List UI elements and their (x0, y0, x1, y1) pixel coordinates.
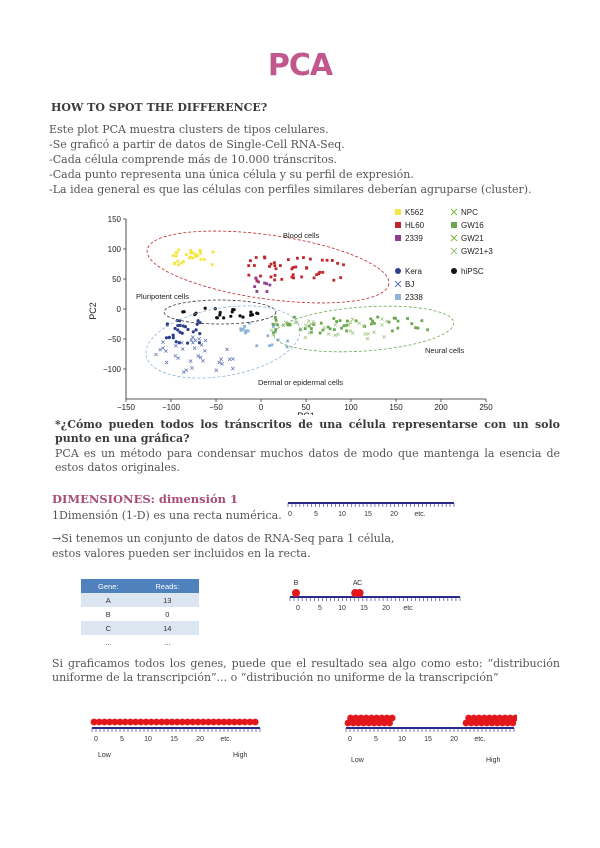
bj-point (182, 371, 185, 374)
gw21-point (380, 323, 383, 326)
intro-line-4: -Cada punto representa una única célula y su perfil de expresión. (49, 168, 414, 181)
hipsc-point (216, 316, 219, 319)
table-cell: 14 (136, 621, 199, 635)
hl60-point (253, 264, 256, 267)
gw16-point (370, 323, 373, 326)
dermal-cells-label: Dermal or epidermal cells (258, 378, 344, 387)
gw16-point (327, 326, 330, 329)
gw21-point (334, 323, 337, 326)
table-header-gene: Gene: (81, 579, 136, 593)
gw16-point (339, 319, 342, 322)
x-axis-label (297, 411, 315, 415)
number-line-label: 5 (318, 605, 322, 612)
kera-point (186, 342, 189, 345)
legend-label: Kera (405, 267, 422, 276)
bj-point (220, 358, 223, 361)
gw16-point (319, 332, 322, 335)
gw16-point (342, 324, 345, 327)
nonuniform-dot (389, 715, 396, 722)
bj-point (181, 347, 184, 350)
y-tick-label: 150 (107, 215, 121, 224)
hl60-point (296, 257, 299, 260)
hl60-point (274, 274, 277, 277)
hl60-point (292, 266, 295, 269)
hipsc-point (219, 311, 222, 314)
k562-point (203, 258, 206, 261)
hl60-point (318, 271, 321, 274)
number-line-label: 5 (314, 511, 318, 518)
hl60-point (292, 273, 295, 276)
high-label-right: High (486, 757, 501, 764)
gw21-point (358, 322, 361, 325)
gene-reads-table (81, 579, 199, 649)
number-line-label: etc. (220, 736, 232, 743)
hl60-point (339, 276, 342, 279)
table-cell: B (105, 609, 111, 619)
2339-point (253, 285, 256, 288)
page-title: PCA (267, 48, 333, 83)
table-cell: ... (164, 637, 171, 647)
legend-label: 2339 (405, 234, 423, 243)
legend-marker (395, 294, 401, 300)
2339-point (268, 284, 271, 287)
k562-point (180, 262, 183, 265)
gw16-point (272, 323, 275, 326)
kera-point (184, 325, 187, 328)
2339-point (255, 277, 258, 280)
gw21-point (372, 331, 375, 334)
number-line-label: 0 (94, 736, 98, 743)
gw16-point (410, 322, 413, 325)
bj-point (201, 359, 204, 362)
number-line-label: 20 (390, 511, 398, 518)
legend-label: GW16 (461, 221, 484, 230)
x-tick-label: −100 (161, 403, 181, 412)
kera-point (176, 328, 179, 331)
hipsc-point (181, 310, 184, 313)
number-line-label: 5 (374, 736, 378, 743)
low-label-left: Low (98, 752, 111, 759)
number-line-label: 15 (424, 736, 432, 743)
bj-point (231, 367, 234, 370)
kera-point (195, 328, 198, 331)
legend-label: GW21 (461, 234, 484, 243)
2338-point (239, 327, 242, 330)
number-line-label: 20 (196, 736, 204, 743)
hl60-point (331, 259, 334, 262)
bj-point (154, 353, 157, 356)
pluripotent-cells-label: Pluripotent cells (136, 292, 189, 301)
bj-point (215, 369, 218, 372)
number-line-label: 10 (144, 736, 152, 743)
legend-marker (395, 268, 401, 274)
gw21-point (304, 336, 307, 339)
hipsc-point (249, 314, 252, 317)
x-tick-label: 200 (434, 403, 448, 412)
gw16-point (391, 330, 394, 333)
x-tick-label: 50 (301, 403, 311, 412)
legend-marker (451, 268, 457, 274)
hipsc-point (204, 307, 207, 310)
hl60-point (294, 266, 297, 269)
table-header-reads: Reads: (136, 579, 199, 593)
kera-point (173, 327, 176, 330)
hl60-point (279, 264, 282, 267)
gw16-point (276, 324, 279, 327)
gw16-point (286, 324, 289, 327)
2338-point (286, 340, 289, 343)
k562-point (177, 248, 180, 251)
gw16-point (369, 318, 372, 321)
gw16-point (417, 327, 420, 330)
hl60-point (313, 276, 316, 279)
dimension-heading: DIMENSIONES: dimensión 1 (52, 492, 239, 506)
number-line-label: 10 (398, 736, 406, 743)
blood-cluster-outline (143, 218, 394, 315)
bj-point (203, 349, 206, 352)
hl60-point (259, 275, 262, 278)
section-heading: HOW TO SPOT THE DIFFERENCE? (51, 101, 268, 114)
gw16-point (373, 322, 376, 325)
gw16-point (420, 319, 423, 322)
hipsc-point (229, 315, 232, 318)
gw16-point (397, 320, 400, 323)
hl60-point (270, 263, 273, 266)
k562-point (188, 256, 191, 259)
hl60-point (321, 271, 324, 274)
2339-point (255, 290, 258, 293)
hl60-point (321, 259, 324, 262)
bj-point (185, 369, 188, 372)
legend-marker (395, 235, 401, 241)
gw16-point (426, 328, 429, 331)
gw16-point (320, 322, 323, 325)
gw16-point (274, 316, 277, 319)
gw21-point (366, 337, 369, 340)
table-cell: C (81, 621, 136, 635)
bj-point (161, 340, 164, 343)
number-line-label: etc. (474, 736, 486, 743)
table-cell: 0 (165, 609, 170, 619)
y-tick-label: 0 (116, 305, 121, 314)
k562-point (177, 263, 180, 266)
bj-point (165, 361, 168, 364)
hl60-point (249, 259, 252, 262)
kera-point (192, 330, 195, 333)
bj-point (228, 358, 231, 361)
gw16-point (335, 320, 338, 323)
gw16-point (355, 319, 358, 322)
hl60-point (270, 276, 273, 279)
bj-point (174, 344, 177, 347)
hipsc-point (238, 314, 241, 317)
number-line-label: 0 (288, 511, 292, 518)
legend-label: hiPSC (461, 267, 484, 276)
hipsc-point (233, 308, 236, 311)
2338-point (266, 334, 269, 337)
hl60-point (273, 261, 276, 264)
k562-point (185, 253, 188, 256)
x-tick-label: 250 (479, 403, 493, 412)
gw21-point (364, 332, 367, 335)
k562-point (175, 255, 178, 258)
2339-point (265, 282, 268, 285)
hl60-point (275, 267, 278, 270)
gene-point-C (356, 589, 364, 597)
gw16-point (414, 326, 417, 329)
kera-point (198, 332, 201, 335)
x-tick-label: −150 (116, 403, 136, 412)
legend-marker (395, 209, 401, 215)
k562-point (196, 254, 199, 257)
k562-point (200, 258, 203, 261)
2339-point (266, 290, 269, 293)
gw16-point (340, 327, 343, 330)
bj-point (158, 348, 161, 351)
y-tick-label: −50 (107, 335, 121, 344)
number-line-label: etc. (414, 511, 426, 518)
intro-line-1: Este plot PCA muestra clusters de tipos celulares. (49, 123, 329, 136)
hl60-point (292, 277, 295, 280)
x-tick-label: 150 (389, 403, 403, 412)
bj-point (161, 346, 164, 349)
k562-point (211, 263, 214, 266)
number-line-label: 5 (120, 736, 124, 743)
legend-marker (451, 248, 457, 254)
y-tick-label: −100 (102, 365, 121, 374)
number-line-label: 15 (170, 736, 178, 743)
legend-label: K562 (405, 208, 424, 217)
hl60-point (300, 276, 303, 279)
pca-points (154, 248, 429, 373)
2338-point (286, 345, 289, 348)
low-label-right: Low (351, 757, 364, 764)
legend-label: NPC (461, 208, 478, 217)
legend-label: GW21+3 (461, 247, 493, 256)
gene-reads-table-wrapper (81, 579, 199, 649)
legend-label: HL60 (405, 221, 425, 230)
gw21-point (367, 332, 370, 335)
intro-line-3: -Cada célula comprende más de 10.000 tránscritos. (49, 153, 338, 166)
kera-point (168, 336, 171, 339)
x-tick-label: −50 (209, 403, 223, 412)
table-row (81, 607, 199, 621)
legend-label: BJ (405, 280, 415, 289)
bj-point (225, 348, 228, 351)
pca-plot (88, 207, 498, 415)
hipsc-point (222, 316, 225, 319)
gw21-point (307, 319, 310, 322)
gw16-point (345, 329, 348, 332)
intro-line-5: -La idea general es que las células con perfiles similares deberían agruparse (cluster). (49, 183, 532, 196)
high-label-left: High (233, 752, 248, 759)
bj-point (200, 343, 203, 346)
bj-point (204, 339, 207, 342)
kera-point (176, 324, 179, 327)
kera-point (172, 333, 175, 336)
2339-point (257, 280, 260, 283)
gw16-point (396, 327, 399, 330)
y-axis-label: PC2 (88, 302, 98, 320)
hl60-point (302, 256, 305, 259)
gw21-point (351, 318, 354, 321)
y-tick-label: 50 (112, 275, 121, 284)
number-line-label: 0 (348, 736, 352, 743)
number-line-label: 20 (450, 736, 458, 743)
number-line-2 (286, 576, 466, 616)
gw16-point (304, 327, 307, 330)
table-cell: ... (105, 637, 112, 647)
k562-point (173, 262, 176, 265)
bj-point (189, 360, 192, 363)
gw16-point (376, 316, 379, 319)
kera-point (186, 328, 189, 331)
2338-point (244, 332, 247, 335)
hl60-point (287, 258, 290, 261)
hl60-point (336, 262, 339, 265)
2338-point (255, 344, 258, 347)
hl60-point (273, 279, 276, 282)
hl60-point (326, 259, 329, 262)
legend-label: 2338 (405, 293, 423, 302)
legend-marker (451, 222, 457, 228)
blood-cells-label: Blood cells (283, 231, 320, 240)
dimension-line-1: 1Dimensión (1-D) es una recta numérica. (52, 509, 282, 522)
hl60-point (342, 263, 345, 266)
legend-marker (395, 222, 401, 228)
k562-point (176, 251, 179, 254)
gene-point-label: A (352, 580, 358, 587)
bj-point (194, 339, 197, 342)
gw21-point (349, 329, 352, 332)
2338-point (268, 344, 271, 347)
table-cell: 13 (136, 593, 199, 607)
answer-1: PCA es un método para condensar muchos datos de modo que mantenga la esencia de estos datos originales. (55, 447, 560, 474)
hipsc-point (255, 312, 258, 315)
x-tick-label: 0 (258, 403, 264, 412)
k562-point (189, 249, 192, 252)
bj-point (193, 347, 196, 350)
hipsc-point (249, 311, 252, 314)
genes-distribution-text: Si graficamos todos los genes, puede que el resultado sea algo como esto: “distribución uniforme de la transcripción”... o “distribución no uniforme de la transcripción” (52, 657, 560, 684)
table-row (81, 635, 199, 649)
number-line-label: 15 (364, 511, 372, 518)
number-line-label: 10 (338, 605, 346, 612)
gw21-point (304, 324, 307, 327)
number-line-label: 20 (382, 605, 390, 612)
k562-point (172, 254, 175, 257)
legend-marker (395, 281, 401, 287)
dimension-line-3: estos valores pueden ser incluidos en la recta. (52, 547, 311, 560)
legend-marker (451, 209, 457, 215)
hl60-point (255, 256, 258, 259)
intro-line-2: -Se graficó a partir de datos de Single-Cell RNA-Seq. (49, 138, 345, 151)
gw21-point (380, 317, 383, 320)
neural-cells-label: Neural cells (425, 346, 465, 355)
number-line-label: 0 (296, 605, 300, 612)
gene-point-label: C (357, 580, 363, 587)
hipsc-point (241, 316, 244, 319)
kera-point (196, 319, 199, 322)
bj-point (231, 357, 234, 360)
gw21-point (333, 334, 336, 337)
pca-legend (395, 208, 493, 302)
k562-point (176, 260, 179, 263)
question-1: *¿Cómo pueden todos los tránscritos de una célula representarse con un solo punto en una gráfica? (55, 418, 560, 445)
hl60-point (247, 264, 250, 267)
bj-point (164, 349, 167, 352)
pca-figure (88, 207, 498, 415)
hl60-point (305, 267, 308, 270)
gw16-point (310, 327, 313, 330)
gw16-point (394, 317, 397, 320)
table-cell: A (81, 593, 136, 607)
bj-point (198, 337, 201, 340)
k562-point (212, 251, 215, 254)
2338-point (243, 325, 246, 328)
gene-point-label: B (293, 580, 299, 587)
kera-point (181, 332, 184, 335)
table-row (81, 593, 199, 607)
table-row (81, 621, 199, 635)
gene-point-B (292, 589, 300, 597)
k562-point (194, 253, 197, 256)
number-line-label: 15 (360, 605, 368, 612)
number-line-label: 10 (338, 511, 346, 518)
kera-point (175, 340, 178, 343)
gw21-point (383, 335, 386, 338)
k562-point (199, 252, 202, 255)
gw21-point (270, 329, 273, 332)
gw16-point (332, 317, 335, 320)
x-tick-label: 100 (344, 403, 358, 412)
hl60-point (332, 279, 335, 282)
legend-marker (451, 235, 457, 241)
hl60-point (247, 274, 250, 277)
number-line-label: etc (403, 605, 413, 612)
gw21-point (336, 333, 339, 336)
uniform-dot (252, 719, 259, 726)
y-tick-label: 100 (107, 245, 121, 254)
number-line-1 (282, 496, 462, 522)
gw16-point (333, 328, 336, 331)
bj-point (191, 336, 194, 339)
hl60-point (263, 256, 266, 259)
dimension-line-2: →Si tenemos un conjunto de datos de RNA-Seq para 1 célula, (52, 532, 395, 545)
gw16-point (346, 320, 349, 323)
hl60-point (273, 264, 276, 267)
hl60-point (309, 258, 312, 261)
gw16-point (406, 317, 409, 320)
gw21-point (327, 333, 330, 336)
bj-point (174, 354, 177, 357)
hl60-point (280, 278, 283, 281)
bj-point (190, 367, 193, 370)
